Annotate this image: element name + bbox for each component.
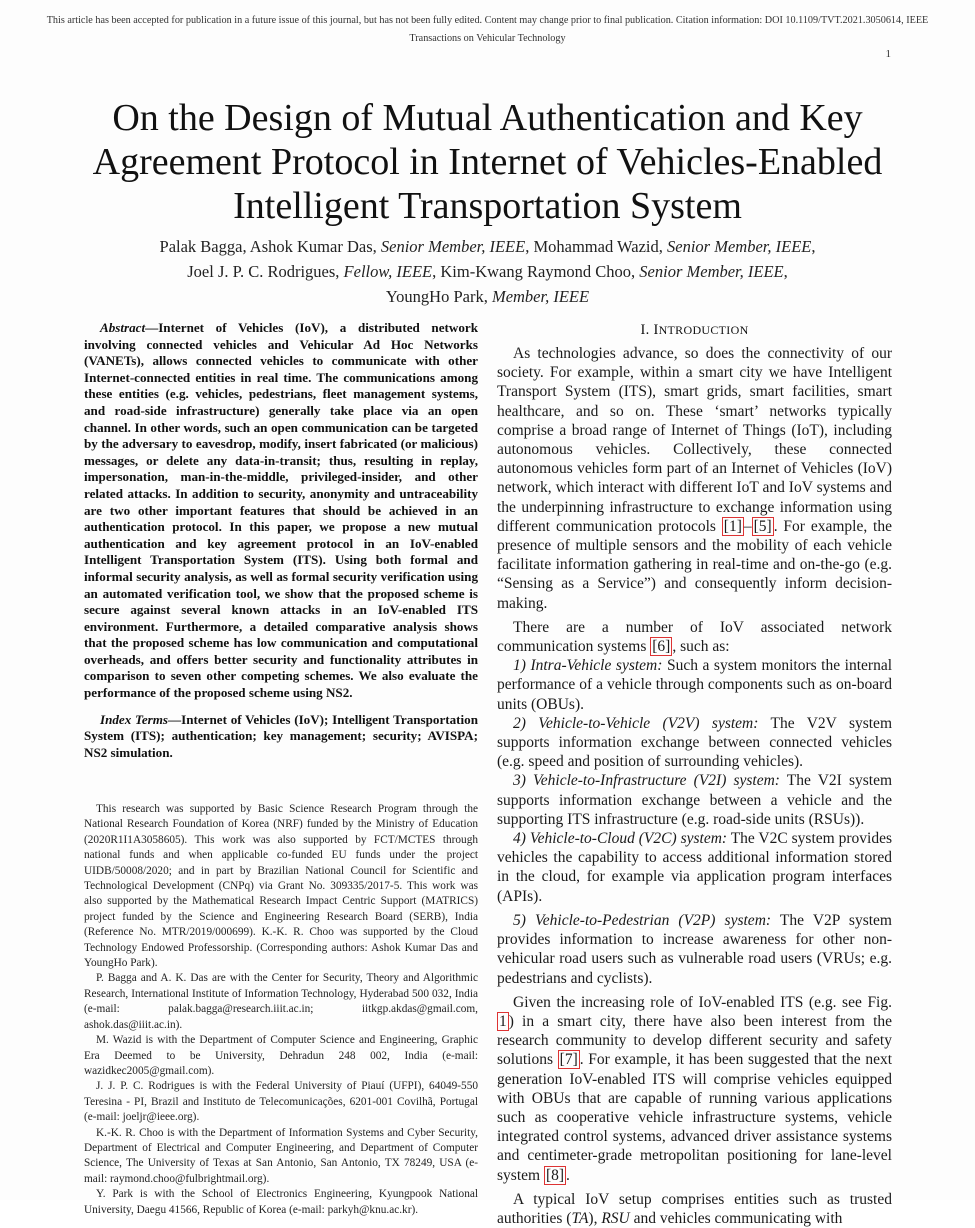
system-item-text: Such a system monitors the internal performance of a vehicle through components such as on-board units (OBUs). xyxy=(497,657,893,713)
abstract-label: Abstract xyxy=(100,320,146,335)
intro-paragraph-4 xyxy=(497,1190,892,1228)
index-terms-text: —Internet of Vehicles (IoV); Intelligent Transportation System (ITS); authentication; key management; security; AVISPA; NS2 simulation. xyxy=(84,711,478,760)
author-name: Kim-Kwang Raymond Choo xyxy=(440,262,632,281)
system-item-label: 5) Vehicle-to-Pedestrian (V2P) system: xyxy=(513,911,772,929)
notice-line-2: Transactions on Vehicular Technology xyxy=(409,33,566,44)
paragraph-text: There are a number of IoV associated network communication systems xyxy=(497,618,892,656)
right-column xyxy=(497,320,892,1228)
system-item-label: 2) Vehicle-to-Vehicle (V2V) system: xyxy=(513,714,759,732)
paragraph-text: . For example, the presence of multiple sensors and the mobility of each vehicle facilitate information gathering in real-time and on-the-go (e.g. “Sensing as a Service”) and consequently inform decision-making. xyxy=(497,517,892,612)
math-ta: TA xyxy=(571,1209,589,1227)
paragraph-text: As technologies advance, so does the connectivity of our society. For example, within a smart city we have Intelligent Transport System (ITS), smart grids, smart facilities, smart healthcare, and so on. These ‘smart’ networks typically comprise a broad range of Internet of Things (IoT), including autonomous vehicles. Collectively, these connected autonomous vehicles form part of an Internet of Vehicles (IoV) network, which interact with different IoT and IoV systems and the underpinning infrastructure to exchange information using different communication protocols xyxy=(497,345,892,535)
citation-link[interactable]: [8] xyxy=(545,1166,565,1184)
citation-link[interactable]: [7] xyxy=(559,1051,578,1069)
section-heading xyxy=(497,320,892,340)
intro-paragraph-1 xyxy=(497,344,892,613)
system-item-label: 3) Vehicle-to-Infrastructure (V2I) system: xyxy=(513,772,780,790)
footnote: M. Wazid is with the Department of Computer Science and Engineering, Graphic Era Deemed to be University, Dehradun 248 002, India (e-mail: wazidkec2005@gmail.com). xyxy=(84,1034,478,1077)
author-role: Senior Member, IEEE xyxy=(380,237,526,256)
author-role: Senior Member, IEEE xyxy=(667,237,812,256)
paragraph-text: ) in a smart city, there have also been interest from the research community to develop different security and safety solutions xyxy=(497,1012,892,1069)
system-item-text: The V2I system supports information exchange between a vehicle and the supporting ITS infrastructure (e.g. road-side units (RSUs)). xyxy=(497,772,893,828)
section-number: I. xyxy=(640,322,650,338)
author-role: Member, IEEE xyxy=(491,287,590,306)
system-item xyxy=(497,829,892,906)
author-role: Senior Member, IEEE xyxy=(639,262,784,281)
paragraph-text: Given the increasing role of IoV-enabled ITS (e.g. see Fig. xyxy=(513,993,892,1011)
citation-dash: – xyxy=(743,517,752,535)
paragraph-text: . xyxy=(566,1166,570,1184)
section-title-rest: NTRODUCTION xyxy=(658,323,749,337)
citation-link[interactable]: [1] xyxy=(723,517,742,535)
paragraph-text: , such as: xyxy=(672,638,730,656)
paper-title: On the Design of Mutual Authentication and Key Agreement Protocol in Internet of Vehicles-Enabled Intelligent Transportation System xyxy=(92,97,883,227)
footnote: J. J. P. C. Rodrigues is with the Federal University of Piauí (UFPI), 64049-550 Teresina - PI, Brazil and Instituto de Telecomunicações, 6201-001 Covilhã, Portugal (e-mail: joeljr@ieee.org). xyxy=(84,1080,478,1124)
author-name: Joel J. P. C. Rodrigues xyxy=(187,262,336,281)
citation-link[interactable]: [5] xyxy=(753,517,772,535)
author-name: YoungHo Park xyxy=(385,287,484,306)
index-terms-label: Index Terms xyxy=(100,711,169,727)
system-item xyxy=(497,911,892,988)
footnote: This research was supported by Basic Science Research Program through the National Research Foundation of Korea (NRF) funded by the Ministry of Education (2020R1I1A3058605). This work was also supported by FCT/MCTES through national funds and when applicable co-funded EU funds under the project UIDB/50008/2020; and in part by Brazilian National Council for Scientific and Technological Development (CNPq) via Grant No. 309335/2017-5. This work was also supported by the Mathematical Research Impact Centric Support (MATRICS) project funded by the Science and Engineering Research Board (SERB), India (Reference No. MTR/2019/000699). K.-K. R. Choo was supported by the Cloud Technology Endowed Professorship. (Corresponding authors: Ashok Kumar Das and YoungHo Park). xyxy=(84,803,478,970)
system-item xyxy=(497,656,892,714)
system-item-label: 1) Intra-Vehicle system: xyxy=(513,657,663,675)
index-terms xyxy=(84,712,478,762)
author-name: Mohammad Wazid xyxy=(533,237,659,256)
footnote: P. Bagga and A. K. Das are with the Center for Security, Theory and Algorithmic Research, International Institute of Information Technology, Hyderabad 500 032, India (e-mail: palak.bagga@research.iiit.ac.in; iitkgp.akdas@gmail.com, ashok.das@iiit.ac.in). xyxy=(84,972,478,1031)
footnote: Y. Park is with the School of Electronics Engineering, Kyungpook National University, Daegu 41566, Republic of Korea (e-mail: parkyh@knu.ac.kr). xyxy=(84,1188,478,1216)
system-item xyxy=(497,714,892,772)
page-number: 1 xyxy=(885,48,891,60)
author-name: Palak Bagga xyxy=(159,237,243,256)
system-item-text: The V2C system provides vehicles the capability to access additional information stored in the cloud, for example via application program interfaces (APIs). xyxy=(497,830,892,905)
paragraph-text: ), xyxy=(588,1209,602,1227)
citation-link[interactable]: [6] xyxy=(652,638,671,656)
system-item-label: 4) Vehicle-to-Cloud (V2C) system: xyxy=(513,830,728,848)
system-item xyxy=(497,771,892,829)
system-item-text: The V2P system provides information to increase awareness for other non-vehicular road users such as vulnerable road users (VRUs; e.g. pedestrians and cyclists). xyxy=(497,911,892,987)
paragraph-text: and vehicles communicating with xyxy=(629,1209,843,1227)
author-list: Palak Bagga, Ashok Kumar Das, Senior Member, IEEE, Mohammad Wazid, Senior Member, IEEE, Joel J. P. C. Rodrigues, Fellow, IEEE, Kim-Kwang Raymond Choo, Senior Member, IEEE, YoungHo Park, Member, IEEE xyxy=(159,237,816,306)
publication-notice xyxy=(20,12,955,48)
math-rsu: RSU xyxy=(601,1209,630,1227)
system-item-text: The V2V system supports information exchange between connected vehicles (e.g. speed and position of surrounding vehicles). xyxy=(497,714,892,771)
paragraph-text: A typical IoV setup comprises entities such as trusted authorities ( xyxy=(497,1190,892,1227)
figure-link[interactable]: 1 xyxy=(499,1012,507,1030)
abstract xyxy=(84,320,478,702)
section-title-initial: I xyxy=(653,322,659,338)
author-role: Fellow, IEEE xyxy=(343,262,433,281)
footnotes xyxy=(84,802,478,1218)
paragraph-text: . For example, it has been suggested that the next generation IoV-enabled ITS will comprise vehicles equipped with OBUs that are capable of running various applications such as cooperative vehicle infrastructure systems, vehicle integrated control systems, advanced driver assistance systems and centimeter-grade metropolitan positioning for lane-level system xyxy=(497,1051,893,1184)
author-name: Ashok Kumar Das xyxy=(249,237,373,256)
notice-line-1: This article has been accepted for publication in a future issue of this journal, but has not been fully edited. Content may change prior to final publication. Citation information: DOI 10.1109/TVT.2021.3050614, IEEE xyxy=(46,15,929,26)
intro-paragraph-3 xyxy=(497,993,892,1185)
footnote: K.-K. R. Choo is with the Department of Information Systems and Cyber Security, Department of Electrical and Computer Engineering, and Department of Computer Science, The University of Texas at San Antonio, San Antonio, TX 78249, USA (e-mail: raymond.choo@fulbrightmail.org). xyxy=(84,1126,478,1185)
left-column xyxy=(84,320,478,761)
abstract-text: —Internet of Vehicles (IoV), a distributed network involving connected vehicles and Vehicular Ad Hoc Networks (VANETs), allows connected vehicles to communicate with other Internet-connected entities in real time. The communications among these entities (e.g. vehicles, pedestrians, fleet management systems, and road-side infrastructure) generally take place via an open channel. In other words, such an open communication can be targeted by the adversary to eavesdrop, modify, insert fabricated (or malicious) messages, or delete any data-in-transit; thus, resulting in replay, impersonation, man-in-the-middle, privileged-insider, and other related attacks. In addition to security, anonymity and untraceability are two other important features that should be achieved in an authentication protocol. In this paper, we propose a new mutual authentication and key agreement protocol in an IoV-enabled Intelligent Transportation System (ITS). Using both formal and informal security analysis, as well as formal security verification using an automated verification tool, we show that the proposed scheme is secure against several known attacks in an IoV-enabled ITS environment. Furthermore, a detailed comparative analysis shows that the proposed scheme has low communication and computational overheads, and offers better security and functionality attributes in comparison to seven other competing schemes. We also evaluate the performance of the proposed scheme using NS2. xyxy=(84,320,478,701)
intro-paragraph-2 xyxy=(497,618,892,656)
